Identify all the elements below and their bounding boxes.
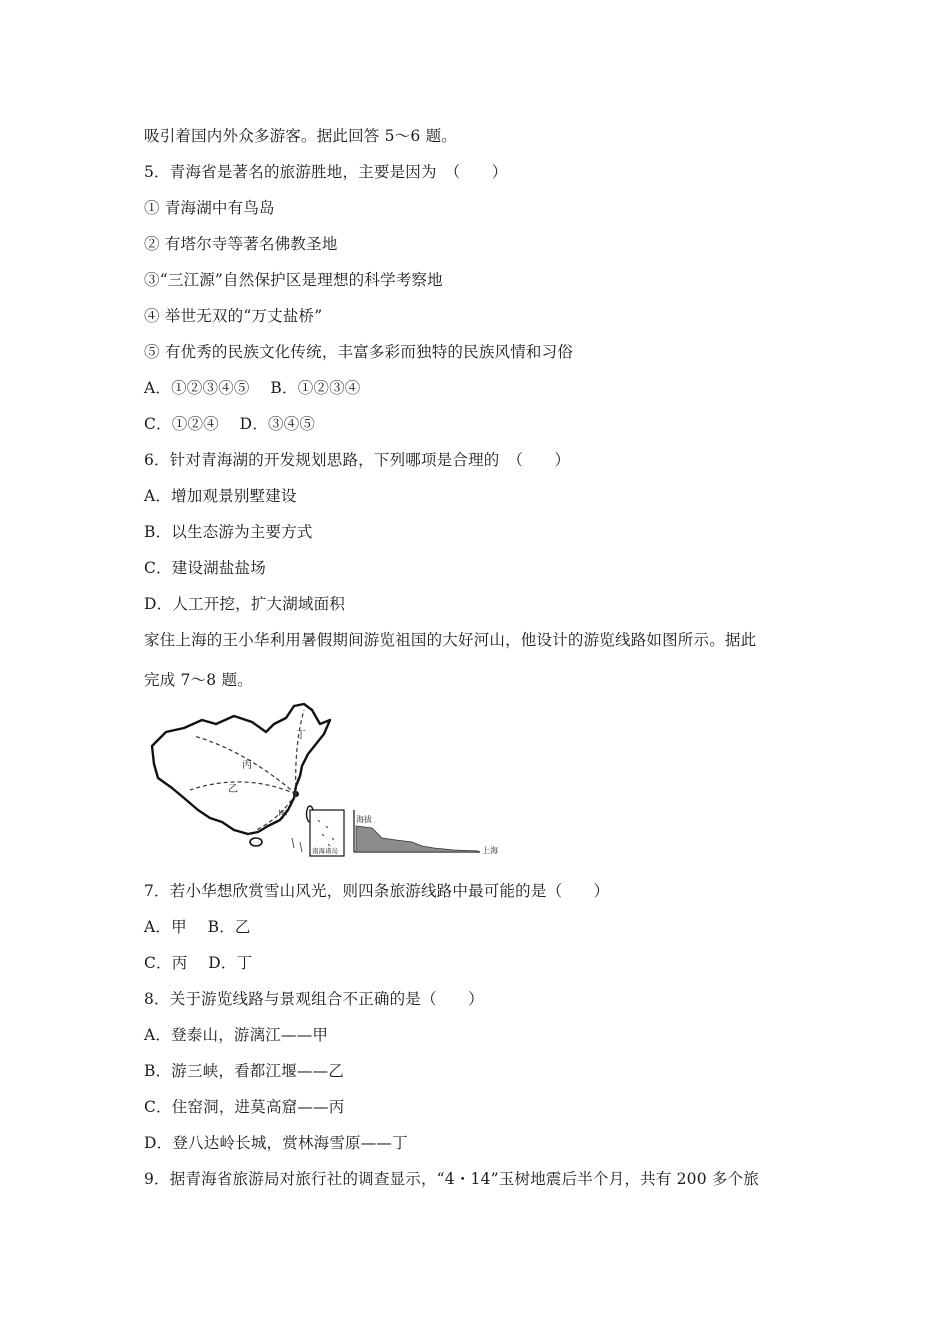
route-label-yi: 乙 xyxy=(228,784,238,795)
question-5-item-5: ⑤ 有优秀的民族文化传统，丰富多彩而独特的民族风情和习俗 xyxy=(144,343,574,361)
question-5-options-ab: A．①②③④⑤ B．①②③④ xyxy=(144,379,361,397)
route-label-bing: 丙 xyxy=(242,760,252,771)
question-5-stem: 5．青海省是著名的旅游胜地，主要是因为 （ ） xyxy=(144,163,508,181)
question-7-stem: 7．若小华想欣赏雪山风光，则四条旅游线路中最可能的是（ ） xyxy=(144,882,610,900)
question-8-option-a: A．登泰山，游漓江——甲 xyxy=(144,1026,329,1044)
question-8-stem: 8．关于游览线路与景观组合不正确的是（ ） xyxy=(144,990,484,1008)
question-7-options-cd: C．丙 D．丁 xyxy=(144,954,253,972)
question-5-item-1: ① 青海湖中有鸟岛 xyxy=(144,199,275,217)
route-label-jia: 甲 xyxy=(278,810,288,821)
question-5-item-2: ② 有塔尔寺等著名佛教圣地 xyxy=(144,235,338,253)
question-9-stem: 9．据青海省旅游局对旅行社的调查显示，“4・14”玉树地震后半个月，共有 200 多个旅 xyxy=(144,1170,760,1188)
route-map-svg xyxy=(144,702,514,862)
question-5-item-4: ④ 举世无双的“万丈盐桥” xyxy=(144,307,323,325)
china-outline xyxy=(152,704,330,834)
question-6-option-d: D．人工开挖，扩大湖域面积 xyxy=(144,595,346,613)
question-6-option-c: C．建设湖盐盐场 xyxy=(144,559,266,577)
route-jia-line xyxy=(256,794,296,830)
text-line-intro-continuation: 吸引着国内外众多游客。据此回答 5～6 题。 xyxy=(144,127,457,145)
south-sea-inset-label: 南海诸岛 xyxy=(312,847,338,855)
elevation-profile-area xyxy=(356,826,478,852)
question-5-item-3: ③“三江源”自然保护区是理想的科学考察地 xyxy=(144,271,443,289)
route-map-figure xyxy=(144,702,514,862)
passage-7-8-line-1: 家住上海的王小华利用暑假期间游览祖国的大好河山，他设计的游览线路如图所示。据此 xyxy=(144,631,757,649)
question-8-option-c: C．住窑洞，进莫高窟——丙 xyxy=(144,1098,345,1116)
route-yi-line xyxy=(190,782,296,794)
question-5-options-cd: C．①②④ D．③④⑤ xyxy=(144,415,316,433)
question-8-option-d: D．登八达岭长城，赏林海雪原——丁 xyxy=(144,1134,408,1152)
question-8-option-b: B．游三峡，看都江堰——乙 xyxy=(144,1062,344,1080)
passage-7-8-line-2: 完成 7～8 题。 xyxy=(144,671,253,689)
question-6-option-b: B．以生态游为主要方式 xyxy=(144,523,313,541)
question-6-stem: 6．针对青海湖的开发规划思路，下列哪项是合理的 （ ） xyxy=(144,451,571,469)
question-6-option-a: A．增加观景别墅建设 xyxy=(144,487,297,505)
hainan-island xyxy=(250,838,262,846)
route-label-ding: 丁 xyxy=(296,730,306,741)
profile-label-altitude: 海拔 xyxy=(356,815,372,824)
question-7-options-ab: A．甲 B．乙 xyxy=(144,918,251,936)
profile-label-shanghai: 上海 xyxy=(482,846,498,855)
sea-boundary-dashes xyxy=(292,838,302,852)
